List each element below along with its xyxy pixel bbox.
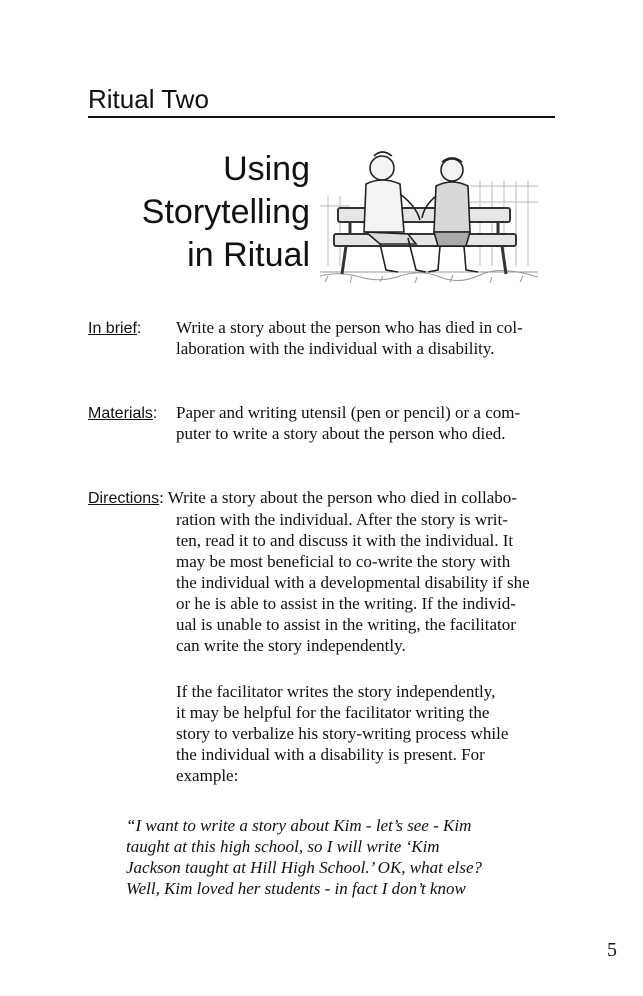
in-brief-text [176, 317, 523, 359]
ritual-label: Ritual Two [88, 84, 209, 114]
text-line: can write the story independently. [176, 636, 406, 655]
title-line: Storytelling [141, 193, 310, 231]
text-line: If the facilitator writes the story independently, [176, 682, 496, 701]
text-line: puter to write a story about the person who died. [176, 424, 506, 443]
directions-first-line [88, 487, 517, 509]
quote-line: taught at this high school, so I will write ‘Kim [126, 837, 440, 856]
title-line: in Ritual [187, 236, 310, 274]
ritual-header [88, 84, 555, 118]
directions-paragraph-2 [176, 681, 508, 786]
text-line: laboration with the individual with a disability. [176, 339, 495, 358]
text-line: ual is unable to assist in the writing, the facilitator [176, 615, 516, 634]
text-line: Paper and writing utensil (pen or pencil) or a com- [176, 403, 521, 422]
directions-text [176, 509, 530, 656]
two-people-on-bench-illustration [320, 146, 538, 286]
text-line: it may be helpful for the facilitator writing the [176, 703, 490, 722]
in-brief-label: In brief [88, 320, 137, 337]
text-line: may be most beneficial to co-write the story with [176, 552, 511, 571]
materials-label: Materials [88, 405, 153, 422]
in-brief-term [88, 318, 141, 339]
text-line: the individual with a disability is present. For [176, 745, 485, 764]
page-title [100, 148, 310, 277]
text-line: Write a story about the person who has died in col- [176, 318, 523, 337]
directions-first-text: : Write a story about the person who died in collabo- [159, 488, 517, 507]
quote-line: “I want to write a story about Kim - let’s see - Kim [126, 816, 472, 835]
text-line: story to verbalize his story-writing process while [176, 724, 509, 743]
directions-label: Directions [88, 490, 160, 507]
materials-term [88, 403, 157, 424]
quote-line: Well, Kim loved her students - in fact I don’t know [126, 879, 466, 898]
example-quote [126, 815, 482, 899]
text-line: example: [176, 766, 239, 785]
text-line: ration with the individual. After the story is writ- [176, 510, 508, 529]
materials-colon: : [152, 405, 158, 422]
in-brief-colon: : [136, 320, 142, 337]
title-line: Using [223, 150, 310, 188]
text-line: or he is able to assist in the writing. If the individ- [176, 594, 516, 613]
text-line: ten, read it to and discuss it with the individual. It [176, 531, 514, 550]
text-line: the individual with a developmental disability if she [176, 573, 530, 592]
page-number: 5 [607, 939, 617, 961]
quote-line: Jackson taught at Hill High School.’ OK, what else? [126, 858, 483, 877]
materials-text [176, 402, 520, 444]
